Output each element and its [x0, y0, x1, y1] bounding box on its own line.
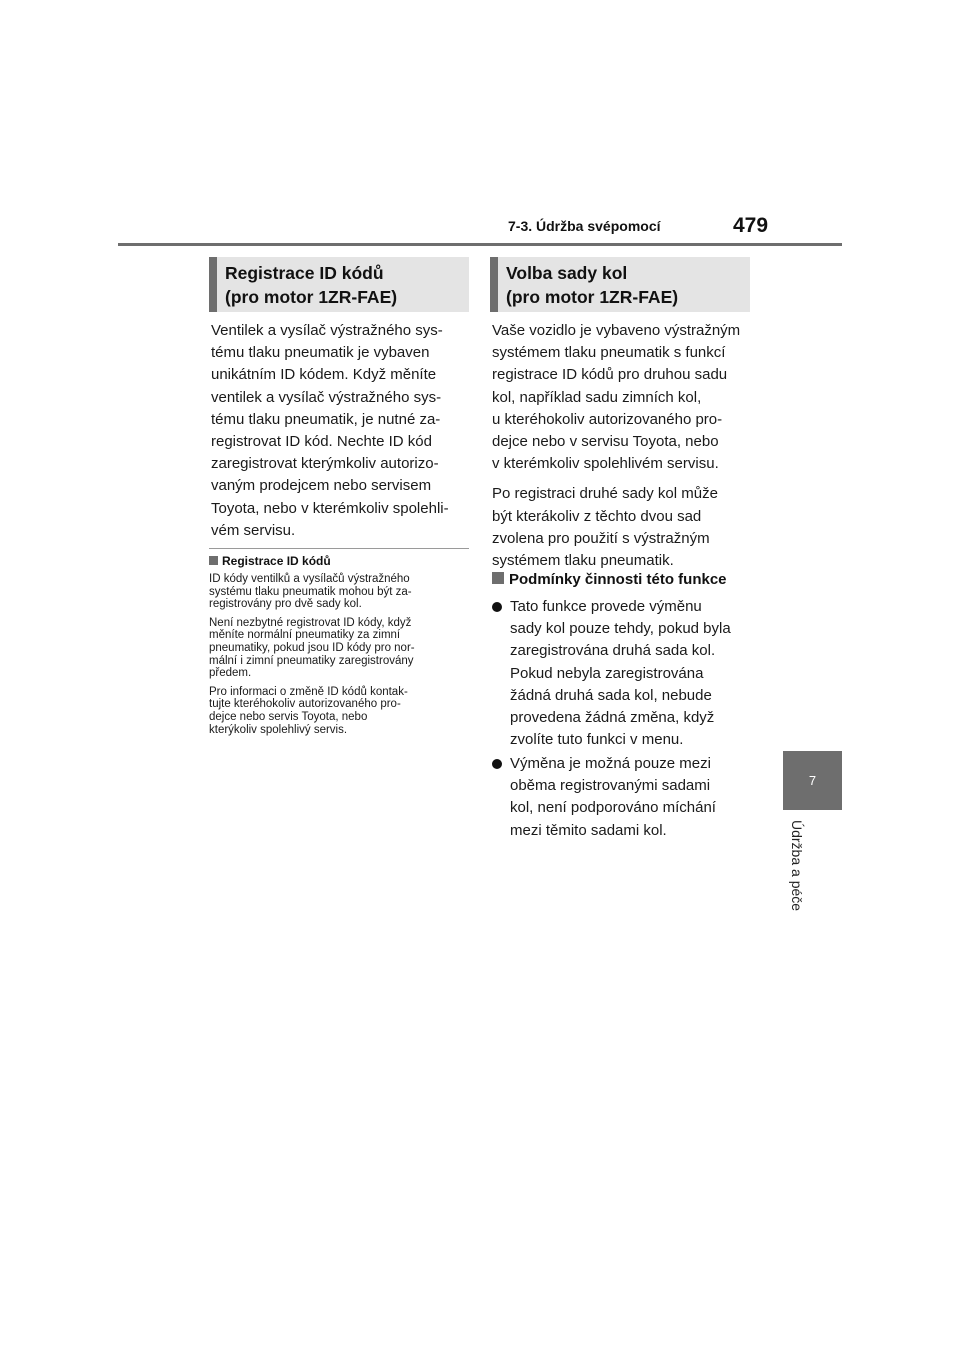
text-line: tému tlaku pneumatik je vybaven — [211, 344, 430, 362]
text-line: registrovat ID kód. Nechte ID kód — [211, 433, 432, 451]
note-paragraph — [209, 573, 471, 611]
header-divider — [118, 243, 842, 246]
text-line: Pro informaci o změně ID kódů kontak- — [209, 685, 408, 698]
text-line: tujte kteréhokoliv autorizovaného pro- — [209, 698, 401, 711]
left-heading-line1: Registrace ID kódů — [225, 263, 384, 283]
right-paragraph-2 — [492, 483, 754, 572]
text-line: zaregistrovat kterýmkoliv autorizo- — [211, 455, 439, 473]
text-line: unikátním ID kódem. Když měníte — [211, 366, 437, 384]
bullet-item — [492, 753, 754, 842]
text-line: oběma registrovanými sadami — [510, 777, 711, 795]
right-body — [492, 320, 754, 572]
text-line: Tato funkce provede výměnu — [510, 598, 702, 615]
text-line: Není nezbytné registrovat ID kódy, když — [209, 616, 412, 629]
text-line: Vaše vozidlo je vybaveno výstražným — [492, 322, 741, 339]
text-line: sady kol pouze tehdy, pokud byla — [510, 620, 731, 638]
text-line: kol, například sadu zimních kol, — [492, 388, 702, 406]
text-line: Ventilek a vysílač výstražného sys- — [211, 322, 443, 339]
text-line: mální i zimní pneumatiky zaregistrovány — [209, 654, 414, 667]
text-line: kterýkoliv spolehlivý servis. — [209, 723, 348, 736]
text-line: u kteréhokoliv autorizovaného pro- — [492, 410, 723, 428]
bullet-dot-icon — [492, 602, 502, 612]
right-heading-line1: Volba sady kol — [506, 263, 628, 283]
text-line: kol, není podporováno míchání — [510, 799, 716, 817]
text-line: být kterákoliv z těchto dvou sad — [492, 507, 702, 525]
text-line: Toyota, nebo v kterémkoliv spolehli- — [211, 499, 449, 517]
text-line: Po registraci druhé sady kol může — [492, 485, 718, 503]
text-line: zaregistrována druhá sada kol. — [510, 642, 716, 660]
text-line: vém servisu. — [211, 521, 296, 539]
subsection-divider — [209, 548, 469, 549]
square-bullet-icon — [209, 556, 218, 565]
section-title: 7-3. Údržba svépomocí — [508, 218, 661, 234]
right-paragraph-1 — [492, 320, 754, 475]
text-line: systémem tlaku pneumatik. — [492, 552, 674, 570]
right-heading — [490, 257, 750, 312]
condition-title-text: Podmínky činnosti této funkce — [509, 571, 727, 588]
text-line: dejce nebo servis Toyota, nebo — [209, 710, 368, 723]
subsection-body — [209, 573, 471, 742]
text-line: v kterémkoliv spolehlivém servisu. — [492, 455, 719, 473]
text-line: zvolíte tuto funkci v menu. — [510, 731, 684, 749]
text-line: systémem tlaku pneumatik s funkcí — [492, 344, 726, 362]
chapter-title: Údržba a péče — [789, 820, 805, 912]
right-heading-line2: (pro motor 1ZR-FAE) — [506, 287, 679, 307]
left-heading — [209, 257, 469, 312]
bullet-text — [510, 753, 754, 842]
bullet-item — [492, 596, 754, 751]
text-line: zvolena pro použití s výstražným — [492, 529, 710, 547]
condition-title — [492, 571, 727, 588]
note-paragraph — [209, 617, 471, 680]
chapter-tab: 7 — [783, 751, 842, 810]
text-line: předem. — [209, 667, 252, 680]
text-line: tému tlaku pneumatik, je nutné za- — [211, 410, 441, 428]
subsection-title — [209, 554, 331, 568]
text-line: Výměna je možná pouze mezi — [510, 755, 711, 772]
square-bullet-icon — [492, 572, 504, 584]
text-line: dejce nebo v servisu Toyota, nebo — [492, 433, 719, 451]
note-paragraph — [209, 686, 471, 736]
text-line: pneumatiky, pokud jsou ID kódy pro nor- — [209, 641, 415, 654]
text-line: měníte normální pneumatiky za zimní — [209, 629, 401, 642]
text-line: registrovány pro dvě sady kol. — [209, 598, 362, 611]
text-line: žádná druhá sada kol, nebude — [510, 686, 712, 704]
text-line: ventilek a vysílač výstražného sys- — [211, 388, 442, 406]
left-body — [211, 320, 473, 542]
text-line: systému tlaku pneumatik mohou být za- — [209, 585, 412, 598]
text-line: ID kódy ventilků a vysílačů výstražného — [209, 573, 410, 585]
text-line: registrace ID kódů pro druhou sadu — [492, 366, 728, 384]
text-line: vaným prodejcem nebo servisem — [211, 477, 432, 495]
bullet-text — [510, 596, 754, 751]
page-number: 479 — [733, 214, 769, 237]
text-line: Pokud nebyla zaregistrována — [510, 664, 704, 682]
left-heading-line2: (pro motor 1ZR-FAE) — [225, 287, 398, 307]
text-line: provedena žádná změna, když — [510, 709, 715, 727]
subsection-title-text: Registrace ID kódů — [222, 554, 331, 568]
left-body-paragraph — [211, 320, 473, 542]
bullet-dot-icon — [492, 759, 502, 769]
text-line: mezi těmito sadami kol. — [510, 821, 667, 839]
